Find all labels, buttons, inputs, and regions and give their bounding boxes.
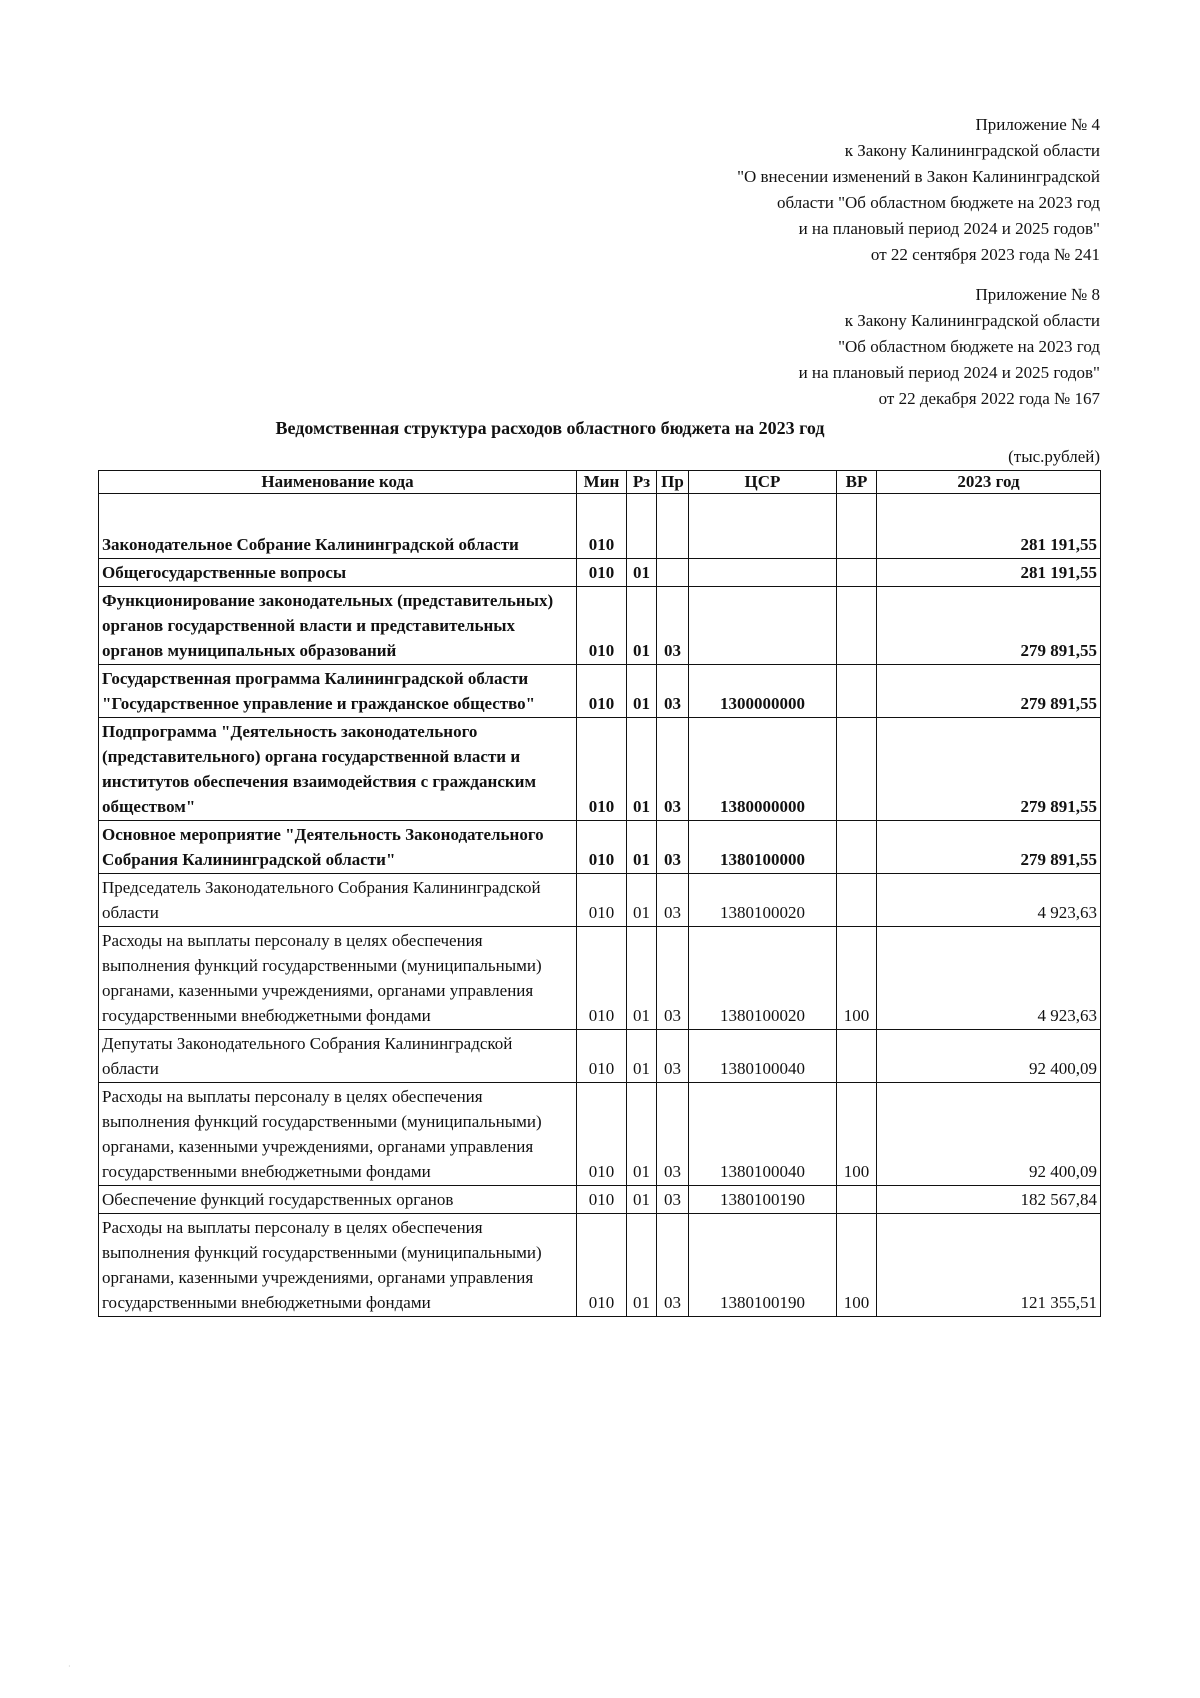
- cell-vr: [837, 874, 877, 927]
- cell-pr: 03: [657, 1030, 689, 1083]
- cell-min: 010: [577, 559, 627, 587]
- annex-line: области "Об областном бюджете на 2023 год: [777, 193, 1100, 212]
- cell-name: Законодательное Собрание Калининградской области: [99, 494, 577, 559]
- header-name: Наименование кода: [99, 471, 577, 494]
- cell-vr: [837, 821, 877, 874]
- cell-pr: 03: [657, 874, 689, 927]
- cell-rz: 01: [627, 559, 657, 587]
- table-row: [99, 1083, 1101, 1186]
- cell-name: Расходы на выплаты персоналу в целях обеспечения выполнения функций государственными (муниципальными) органами, казенными учреждениями, органами управления государственными внебюджетными фондами: [99, 1214, 577, 1317]
- cell-vr: [837, 494, 877, 559]
- cell-pr: 03: [657, 587, 689, 665]
- annex-line: к Закону Калининградской области: [844, 141, 1100, 160]
- annex-line: "О внесении изменений в Закон Калининградской: [737, 167, 1100, 186]
- cell-vr: 100: [837, 1083, 877, 1186]
- cell-name: Общегосударственные вопросы: [99, 559, 577, 587]
- units-label: (тыс.рублей): [1008, 447, 1100, 466]
- cell-rz: [627, 494, 657, 559]
- cell-amount: 92 400,09: [877, 1083, 1101, 1186]
- table-row: [99, 1186, 1101, 1214]
- cell-amount: 281 191,55: [877, 559, 1101, 587]
- header-csr: ЦСР: [689, 471, 837, 494]
- cell-rz: 01: [627, 874, 657, 927]
- cell-csr: [689, 494, 837, 559]
- cell-rz: 01: [627, 927, 657, 1030]
- cell-amount: 4 923,63: [877, 874, 1101, 927]
- cell-pr: [657, 494, 689, 559]
- cell-name: Государственная программа Калининградской области "Государственное управление и гражданское общество": [99, 665, 577, 718]
- cell-min: 010: [577, 1186, 627, 1214]
- cell-pr: 03: [657, 718, 689, 821]
- cell-csr: 1380100020: [689, 927, 837, 1030]
- cell-csr: 1380100190: [689, 1186, 837, 1214]
- cell-min: 010: [577, 1214, 627, 1317]
- cell-rz: 01: [627, 1030, 657, 1083]
- cell-csr: 1380100020: [689, 874, 837, 927]
- cell-rz: 01: [627, 587, 657, 665]
- cell-name: Депутаты Законодательного Собрания Калининградской области: [99, 1030, 577, 1083]
- cell-vr: 100: [837, 1214, 877, 1317]
- cell-name: Функционирование законодательных (представительных) органов государственной власти и представительных органов муниципальных образований: [99, 587, 577, 665]
- header-pr: Пр: [657, 471, 689, 494]
- cell-amount: 279 891,55: [877, 665, 1101, 718]
- cell-csr: [689, 587, 837, 665]
- annex-line: и на плановый период 2024 и 2025 годов": [798, 363, 1100, 382]
- cell-vr: [837, 665, 877, 718]
- annex-line: к Закону Калининградской области: [844, 311, 1100, 330]
- annex-line: и на плановый период 2024 и 2025 годов": [798, 219, 1100, 238]
- cell-pr: 03: [657, 927, 689, 1030]
- cell-amount: 281 191,55: [877, 494, 1101, 559]
- cell-csr: 1380100040: [689, 1083, 837, 1186]
- cell-vr: [837, 1030, 877, 1083]
- cell-csr: [689, 559, 837, 587]
- annex-4-header: [737, 112, 1100, 268]
- cell-amount: 121 355,51: [877, 1214, 1101, 1317]
- cell-vr: [837, 559, 877, 587]
- table-row: [99, 821, 1101, 874]
- cell-rz: 01: [627, 1214, 657, 1317]
- cell-min: 010: [577, 874, 627, 927]
- table-row: [99, 874, 1101, 927]
- cell-min: 010: [577, 665, 627, 718]
- cell-amount: 92 400,09: [877, 1030, 1101, 1083]
- header-vr: ВР: [837, 471, 877, 494]
- cell-csr: 1380100040: [689, 1030, 837, 1083]
- table-row: [99, 1030, 1101, 1083]
- table-row: [99, 665, 1101, 718]
- table-row: [99, 587, 1101, 665]
- cell-rz: 01: [627, 1186, 657, 1214]
- annex-line: от 22 декабря 2022 года № 167: [878, 389, 1100, 408]
- cell-name: Расходы на выплаты персоналу в целях обеспечения выполнения функций государственными (муниципальными) органами, казенными учреждениями, органами управления государственными внебюджетными фондами: [99, 927, 577, 1030]
- cell-amount: 182 567,84: [877, 1186, 1101, 1214]
- cell-vr: 100: [837, 927, 877, 1030]
- budget-table: [98, 470, 1101, 1317]
- header-rz: Рз: [627, 471, 657, 494]
- cell-min: 010: [577, 587, 627, 665]
- cell-amount: 279 891,55: [877, 587, 1101, 665]
- header-min: Мин: [577, 471, 627, 494]
- cell-min: 010: [577, 1083, 627, 1186]
- cell-min: 010: [577, 718, 627, 821]
- cell-rz: 01: [627, 821, 657, 874]
- table-row: [99, 1214, 1101, 1317]
- cell-rz: 01: [627, 1083, 657, 1186]
- cell-min: 010: [577, 1030, 627, 1083]
- cell-rz: 01: [627, 718, 657, 821]
- cell-pr: 03: [657, 1186, 689, 1214]
- cell-name: Подпрограмма "Деятельность законодательного (представительного) органа государственной власти и институтов обеспечения взаимодействия с гражданским обществом": [99, 718, 577, 821]
- annex-line: от 22 сентября 2023 года № 241: [870, 245, 1100, 264]
- cell-pr: 03: [657, 821, 689, 874]
- header-amount: 2023 год: [877, 471, 1101, 494]
- cell-csr: 1380100000: [689, 821, 837, 874]
- cell-csr: 1380100190: [689, 1214, 837, 1317]
- cell-vr: [837, 1186, 877, 1214]
- cell-min: 010: [577, 927, 627, 1030]
- cell-name: Председатель Законодательного Собрания Калининградской области: [99, 874, 577, 927]
- cell-vr: [837, 587, 877, 665]
- cell-amount: 279 891,55: [877, 718, 1101, 821]
- table-header-row: [99, 471, 1101, 494]
- cell-min: 010: [577, 494, 627, 559]
- annex-line: Приложение № 8: [975, 285, 1100, 304]
- annex-8-header: [799, 282, 1100, 412]
- cell-rz: 01: [627, 665, 657, 718]
- cell-name: Обеспечение функций государственных органов: [99, 1186, 577, 1214]
- table-row: [99, 927, 1101, 1030]
- table-row: [99, 718, 1101, 821]
- table-body: [99, 494, 1101, 1317]
- cell-pr: [657, 559, 689, 587]
- cell-csr: 1380000000: [689, 718, 837, 821]
- scan-mark: ·: [68, 1662, 71, 1671]
- annex-line: Приложение № 4: [975, 115, 1100, 134]
- cell-pr: 03: [657, 665, 689, 718]
- table-row: [99, 559, 1101, 587]
- cell-pr: 03: [657, 1214, 689, 1317]
- cell-amount: 279 891,55: [877, 821, 1101, 874]
- cell-csr: 1300000000: [689, 665, 837, 718]
- cell-pr: 03: [657, 1083, 689, 1186]
- cell-name: Основное мероприятие "Деятельность Законодательного Собрания Калининградской области": [99, 821, 577, 874]
- table-row: [99, 494, 1101, 559]
- cell-name: Расходы на выплаты персоналу в целях обеспечения выполнения функций государственными (муниципальными) органами, казенными учреждениями, органами управления государственными внебюджетными фондами: [99, 1083, 577, 1186]
- cell-amount: 4 923,63: [877, 927, 1101, 1030]
- cell-vr: [837, 718, 877, 821]
- document-title: Ведомственная структура расходов областного бюджета на 2023 год: [275, 418, 825, 438]
- annex-line: "Об областном бюджете на 2023 год: [838, 337, 1100, 356]
- cell-min: 010: [577, 821, 627, 874]
